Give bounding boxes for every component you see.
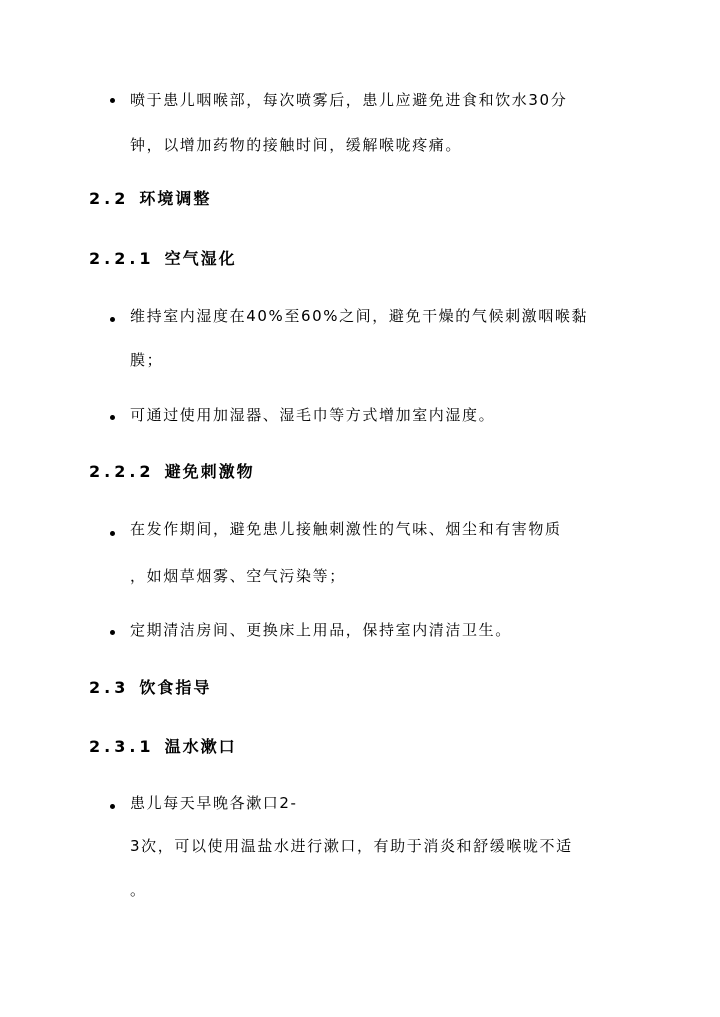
section-heading-2-3 <box>89 677 211 699</box>
bullet-marker <box>110 98 115 103</box>
paragraph-line: 3次，可以使用温盐水进行漱口，有助于消炎和舒缓喉咙不适 <box>130 837 573 855</box>
bullet-marker <box>110 804 115 809</box>
section-number: 2.3 <box>89 678 130 697</box>
paragraph-line: 膜； <box>130 351 164 369</box>
section-heading-2-3-1 <box>89 736 237 758</box>
bullet-marker <box>110 531 115 536</box>
paragraph-line: 患儿每天早晚各漱口2- <box>130 794 298 812</box>
section-number: 2.2.2 <box>89 462 155 481</box>
paragraph-line: ，如烟草烟雾、空气污染等； <box>130 567 346 585</box>
section-title: 饮食指导 <box>139 678 212 697</box>
section-title: 温水漱口 <box>164 737 237 756</box>
section-heading-2-2-1 <box>89 248 237 270</box>
paragraph-line: 喷于患儿咽喉部，每次喷雾后，患儿应避免进食和饮水30分 <box>130 91 568 109</box>
section-title: 环境调整 <box>139 189 212 208</box>
paragraph-line: 可通过使用加湿器、湿毛巾等方式增加室内湿度。 <box>130 406 496 424</box>
section-heading-2-2 <box>89 188 211 210</box>
bullet-marker <box>110 415 115 420</box>
paragraph-line: 定期清洁房间、更换床上用品，保持室内清洁卫生。 <box>130 621 512 639</box>
paragraph-line: 在发作期间，避免患儿接触刺激性的气味、烟尘和有害物质 <box>130 520 562 538</box>
bullet-marker <box>110 317 115 322</box>
paragraph-line: 。 <box>130 881 147 899</box>
bullet-marker <box>110 630 115 635</box>
paragraph-line: 钟，以增加药物的接触时间，缓解喉咙疼痛。 <box>130 136 463 154</box>
paragraph-line: 维持室内湿度在40%至60%之间，避免干燥的气候刺激咽喉黏 <box>130 307 589 325</box>
section-number: 2.2 <box>89 189 130 208</box>
section-title: 空气湿化 <box>164 249 237 268</box>
section-number: 2.2.1 <box>89 249 155 268</box>
section-heading-2-2-2 <box>89 461 255 483</box>
section-title: 避免刺激物 <box>164 462 255 481</box>
section-number: 2.3.1 <box>89 737 155 756</box>
